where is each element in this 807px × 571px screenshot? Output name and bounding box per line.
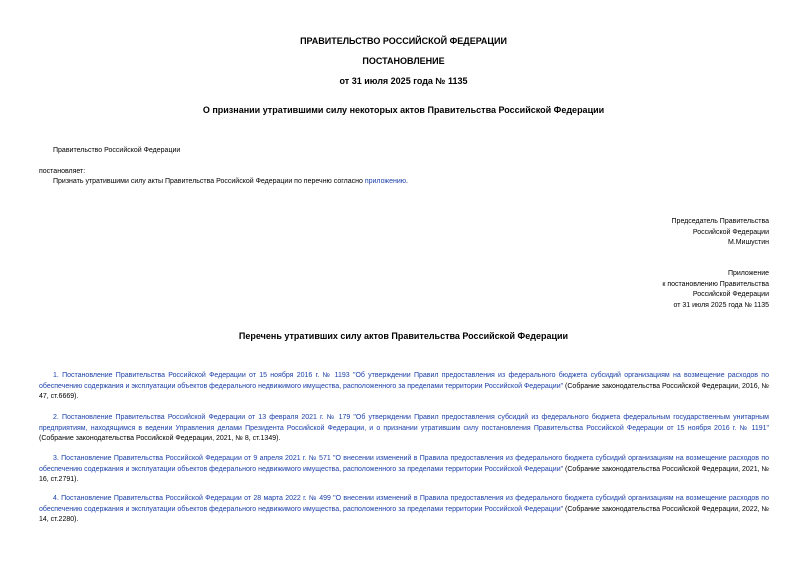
list-item-source: (Собрание законодательства Российской Федерации, 2021, № 8, ст.1349). — [39, 435, 281, 442]
signature-org: Российской Федерации — [692, 228, 769, 236]
decision-end: . — [406, 178, 408, 185]
list-item-link[interactable]: 3. Постановление Правительства Российской Федерации от 9 апреля 2021 г. № 571 "О внесении изменений в Правила предоставления из федерального бюджета субсидий организациям на возмещение расходов по обеспечению содержания и эксплуатации объектов федерального недвижимого имущества, расположенного за пределами территории Российской Федерации" — [39, 455, 769, 473]
signature-name: М.Мишустин — [727, 239, 769, 246]
decision-text: Признать утратившими силу акты Правительства Российской Федерации по перечню согласно — [53, 178, 365, 185]
list-item — [39, 413, 769, 445]
list-item — [39, 454, 769, 486]
appendix-date: от 31 июля 2025 года № 1135 — [673, 301, 769, 309]
appendix-ref: к постановлению Правительства — [662, 280, 769, 288]
appendix-org: Российской Федерации — [692, 291, 769, 298]
appendix-link[interactable]: приложению — [364, 178, 406, 185]
list-item — [39, 494, 769, 526]
list-item-link[interactable]: 1. Постановление Правительства Российской Федерации от 15 ноября 2016 г. № 1193 "Об утверждении Правил предоставления из федерального бюджета субсидий организациям на возмещение расходов по обеспечению содержания и эксплуатации объектов федерального недвижимого имущества, расположенного за пределами территории Российской Федерации" — [39, 372, 769, 390]
document-type: ПОСТАНОВЛЕНИЕ — [362, 56, 445, 66]
list-item — [39, 371, 769, 403]
government-heading: ПРАВИТЕЛЬСТВО РОССИЙСКОЙ ФЕДЕРАЦИИ — [300, 36, 507, 46]
decision-paragraph — [53, 177, 408, 187]
appendix-label: Приложение — [727, 270, 769, 277]
appendix-block — [662, 269, 769, 311]
list-item-source: (Собрание законодательства Российской Федерации, 2022, № 14, ст.2280). — [39, 505, 769, 523]
signature-block — [672, 217, 769, 249]
list-item-source: (Собрание законодательства Российской Федерации, 2016, № 47, ст.6669). — [39, 382, 769, 400]
list-title: Перечень утративших силу актов Правительства Российской Федерации — [238, 331, 569, 341]
document-title: О признании утратившими силу некоторых актов Правительства Российской Федерации — [202, 105, 605, 115]
list-item-link[interactable]: 2. Постановление Правительства Российской Федерации от 13 февраля 2021 г. № 179 "Об утверждении Правил предоставления субсидий из федерального бюджета федеральным государственным унитарным предприятиям, находящимся в ведении Управления делами Президента Российской Федерации, и о признании утратившим силу постановления Правительства Российской Федерации от 15 ноября 2016 г. № 1191" — [39, 414, 769, 432]
document-date-number: от 31 июля 2025 года № 1135 — [339, 76, 468, 86]
list-item-link[interactable]: 4. Постановление Правительства Российской Федерации от 28 марта 2022 г. № 499 "О внесении изменений в Правила предоставления из федерального бюджета субсидий организациям на возмещение расходов по обеспечению содержания и эксплуатации объектов федерального недвижимого имущества, расположенного за пределами территории Российской Федерации" — [39, 495, 769, 513]
list-item-source: (Собрание законодательства Российской Федерации, 2021, № 16, ст.2791). — [39, 465, 769, 483]
signature-position: Председатель Правительства — [671, 218, 769, 225]
decides-label: постановляет: — [39, 168, 86, 175]
government-label: Правительство Российской Федерации — [53, 147, 181, 154]
